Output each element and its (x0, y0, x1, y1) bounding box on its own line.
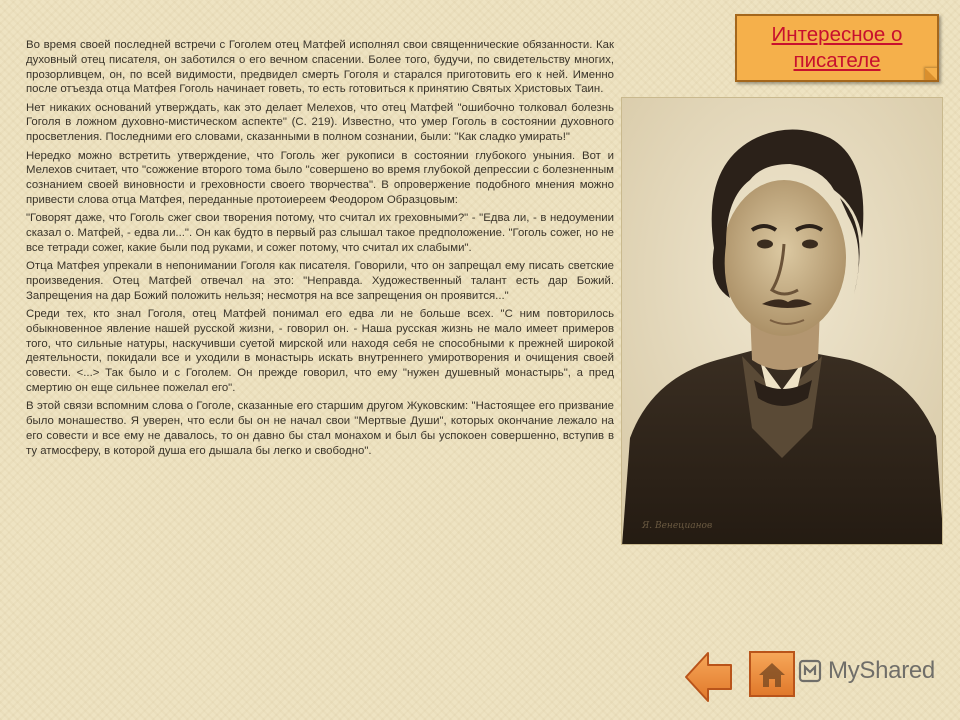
arrow-left-icon (684, 650, 734, 704)
home-button[interactable] (749, 651, 795, 697)
article-paragraph-6: Среди тех, кто знал Гоголя, отец Матфей понимал его едва ли не больше всех. "С ним повторилось обыкновенное явление нашей русской жизни, - говорил он. - Наша русская жизнь не мало имеет примеров того, что сильные натуры, наскучивши суетой мирской или находя себя не способными к прежней широкой деятельности, покидали все и уходили в монастырь искать внутреннего умиротворения и очищения своей совести. <...> Так было и с Гоголем. Он прежде говорил, что ему "нужен душевный монастырь", а пред смертию он еще сильнее пожелал его". (26, 308, 614, 395)
portrait-signature: Я. Венецианов (642, 521, 713, 531)
myshared-logo (798, 657, 935, 685)
article-paragraph-2: Нет никаких оснований утверждать, как это делает Мелехов, что отец Матфей "ошибочно толковал болезнь Гоголя в ложном духовно-мистическом аспекте" (С. 219). Известно, что умер Гоголь в состоянии духовного просветления. Последними его словами, сказанными в полном сознании, были: "Как сладко умирать!" (26, 101, 614, 144)
article-paragraph-7: В этой связи вспомним слова о Гоголе, сказанные его старшим другом Жуковским: "Настоящее его призвание было монашество. Я уверен, что если бы он не начал свои "Мертвые Души", которых окончание лежало на его совести и все ему не давалось, то он давно бы стал монахом и был бы успокоен совершенно, вступив в ту атмосферу, в которой душа его дышала бы легко и свободно". (26, 400, 614, 457)
home-icon (749, 651, 795, 697)
article-paragraph-4: "Говорят даже, что Гоголь сжег свои творения потому, что считал их греховными?" - "Едва ли, - в недоумении сказал о. Матфей, - едва ли...". Он как будто в первый раз слышал такое предположение. "Гоголь сожег, но не все тетради сожег, какие были под руками, и сожег потому, что считал их слабыми". (26, 212, 614, 254)
back-button[interactable] (684, 650, 734, 704)
article-paragraph-5: Отца Матфея упрекали в непонимании Гоголя как писателя. Говорили, что он запрещал ему писать светские произведения. Отец Матфей отвечал на это: "Неправда. Художественный талант есть дар Божий. Запрещения на дар Божий положить нельзя; несмотря на все запрещения он проявится..." (26, 260, 614, 302)
title-link[interactable]: Интересное о писателе (771, 23, 903, 72)
article-paragraph-1: Во время своей последней встречи с Гоголем отец Матфей исполнял свои священнические обязанности. Как духовный отец писателя, он заботился о его вечном спасении. Более того, будучи, по свидетельству многих, прозорливцем, он, по всей видимости, предвидел смерть Гоголя и старался приготовить его к ней. Именно после отъезда отца Матфея Гоголь начинает говеть, то есть готовиться к принятию Святых Христовых Таин. (26, 39, 614, 96)
title-box (735, 14, 939, 82)
article-paragraph-3: Нередко можно встретить утверждение, что Гоголь жег рукописи в состоянии глубокого уныния. Вот и Мелехов считает, что "сожжение второго тома было "совершено во время глубокой депрессии с болезненным сознанием своей виновности и греховности своего творчества". В опровержение подобного мнения можно привести слова отца Матфея, переданные протоиереем Феодором Образцовым: (26, 149, 614, 206)
myshared-icon (798, 659, 822, 683)
gogol-portrait-drawing (622, 98, 943, 545)
portrait-image (621, 97, 943, 545)
brand-name: MyShared (828, 657, 935, 684)
article-text (26, 38, 614, 462)
